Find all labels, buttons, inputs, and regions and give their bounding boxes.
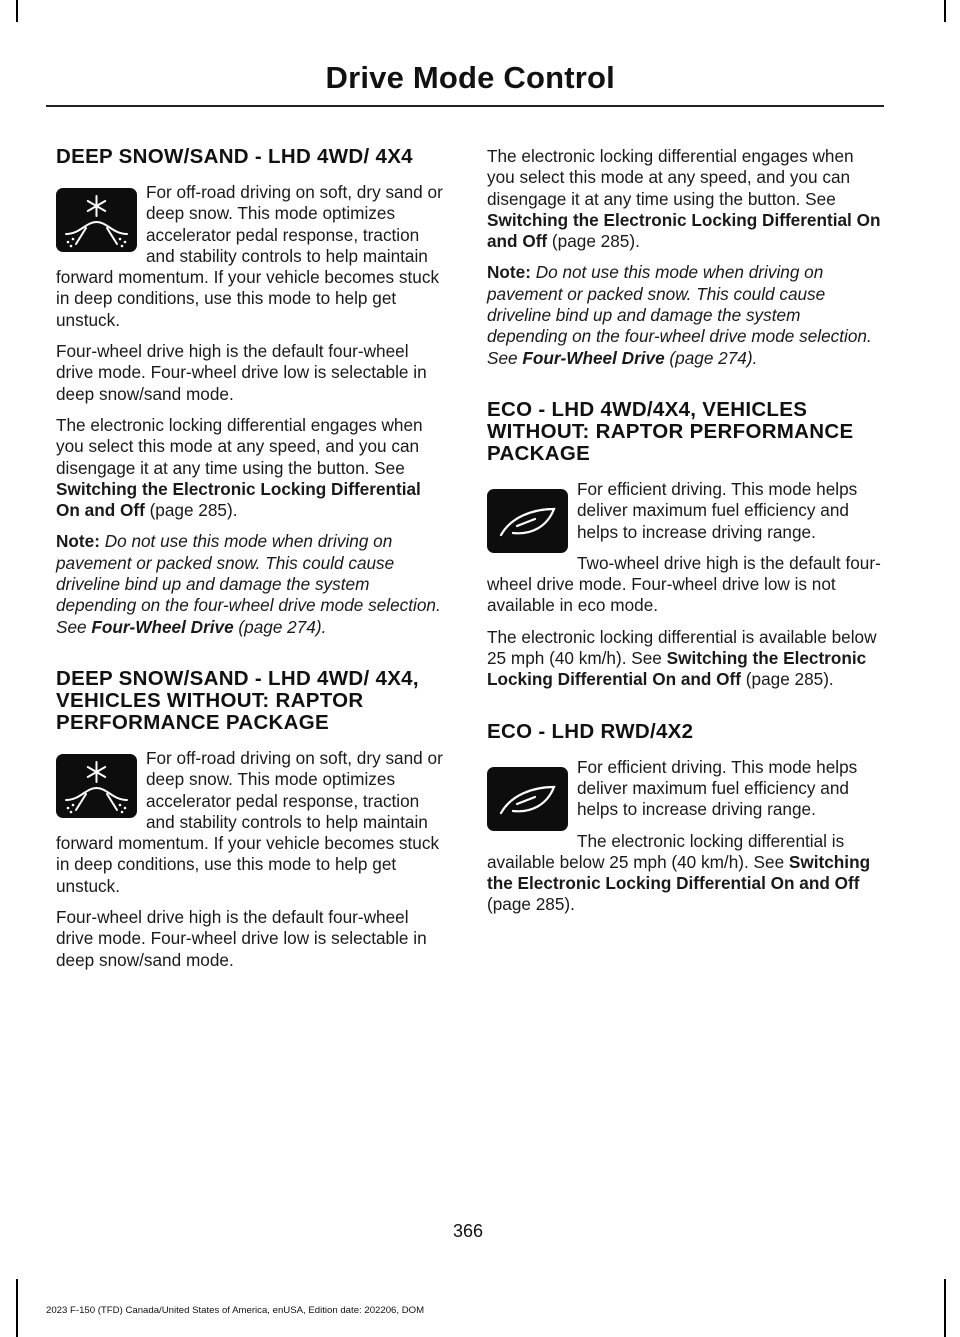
note: Note: Do not use this mode when driving on pavement or packed snow. This could cause driveline bind up and damage the system depending on the four-wheel drive mode selection. See Four-Wheel Drive (page 274). bbox=[56, 531, 441, 637]
left-column bbox=[56, 146, 448, 981]
eco-leaf-icon bbox=[487, 489, 568, 553]
header-divider bbox=[46, 105, 884, 107]
cross-reference-link[interactable]: Four-Wheel Drive bbox=[91, 616, 234, 637]
footer-edition-info: 2023 F-150 (TFD) Canada/United States of America, enUSA, Edition date: 202206, DOM bbox=[46, 1305, 425, 1316]
section-heading: DEEP SNOW/SAND - LHD 4WD/ 4X4, VEHICLES WITHOUT: RAPTOR PERFORMANCE PACKAGE bbox=[56, 666, 419, 734]
paragraph: Four-wheel drive high is the default four-wheel drive mode. Four-wheel drive low is selectable in deep snow/sand mode. bbox=[56, 341, 427, 404]
snowflake-terrain-icon bbox=[56, 754, 137, 818]
section-intro: For off-road driving on soft, dry sand or deep snow. This mode optimizes accelerator pedal response, traction and stability controls to help maintain forward momentum. If your vehicle becomes stuck in deep conditions, use this mode to help get unstuck. bbox=[56, 747, 443, 896]
cross-reference-link[interactable]: Switching the Electronic Locking Differential On and Off bbox=[487, 648, 867, 690]
section-body bbox=[56, 182, 448, 331]
cross-reference-link[interactable]: Switching the Electronic Locking Differential On and Off bbox=[487, 851, 871, 894]
section-body bbox=[487, 757, 881, 821]
paragraph: The electronic locking differential is available below 25 mph (40 km/h). See Switching the Electronic Locking Differential On and Off (page 285). bbox=[487, 626, 877, 690]
section-intro: For efficient driving. This mode helps deliver maximum fuel efficiency and helps to increase driving range. bbox=[577, 478, 858, 542]
cross-reference-link[interactable]: Four-Wheel Drive bbox=[522, 347, 665, 368]
paragraph: Four-wheel drive high is the default four-wheel drive mode. Four-wheel drive low is selectable in deep snow/sand mode. bbox=[56, 907, 427, 970]
snowflake-terrain-icon bbox=[56, 188, 137, 252]
paragraph: Two-wheel drive high is the default four-wheel drive mode. Four-wheel drive low is not available in eco mode. bbox=[487, 552, 881, 616]
paragraph: The electronic locking differential engages when you select this mode at any speed, and you can disengage it at any time using the button. See Switching the Electronic Locking Differential On and Off (page 285). bbox=[487, 146, 881, 252]
cross-reference-link[interactable]: Switching the Electronic Locking Differential On and Off bbox=[56, 478, 421, 521]
crop-mark bbox=[16, 0, 18, 22]
page-title: Drive Mode Control bbox=[325, 60, 615, 95]
crop-mark bbox=[944, 1279, 946, 1337]
section-heading: ECO - LHD 4WD/4X4, VEHICLES WITHOUT: RAPTOR PERFORMANCE PACKAGE bbox=[487, 397, 854, 465]
crop-mark bbox=[944, 0, 946, 22]
paragraph: The electronic locking differential is available below 25 mph (40 km/h). See Switching the Electronic Locking Differential On and Off (page 285). bbox=[487, 830, 871, 915]
eco-leaf-icon bbox=[487, 767, 568, 831]
crop-mark bbox=[16, 1279, 18, 1337]
section-body bbox=[56, 748, 448, 897]
paragraph: The electronic locking differential engages when you select this mode at any speed, and you can disengage it at any time using the button. See Switching the Electronic Locking Differential On and Off (page 285). bbox=[56, 414, 423, 521]
section-intro: For efficient driving. This mode helps deliver maximum fuel efficiency and helps to increase driving range. bbox=[577, 756, 858, 820]
section-heading: DEEP SNOW/SAND - LHD 4WD/ 4X4 bbox=[56, 145, 413, 168]
section-body bbox=[487, 479, 881, 543]
note: Note: Do not use this mode when driving on pavement or packed snow. This could cause driveline bind up and damage the system depending on the four-wheel drive mode selection. See Four-Wheel Drive (page 274). bbox=[487, 262, 872, 368]
page-number: 366 bbox=[452, 1221, 484, 1241]
section-intro: For off-road driving on soft, dry sand or deep snow. This mode optimizes accelerator pedal response, traction and stability controls to help maintain forward momentum. If your vehicle becomes stuck in deep conditions, use this mode to help get unstuck. bbox=[56, 182, 443, 330]
section-heading: ECO - LHD RWD/4X2 bbox=[487, 719, 694, 743]
cross-reference-link[interactable]: Switching the Electronic Locking Differential On and Off bbox=[487, 209, 881, 252]
right-column bbox=[487, 146, 881, 926]
